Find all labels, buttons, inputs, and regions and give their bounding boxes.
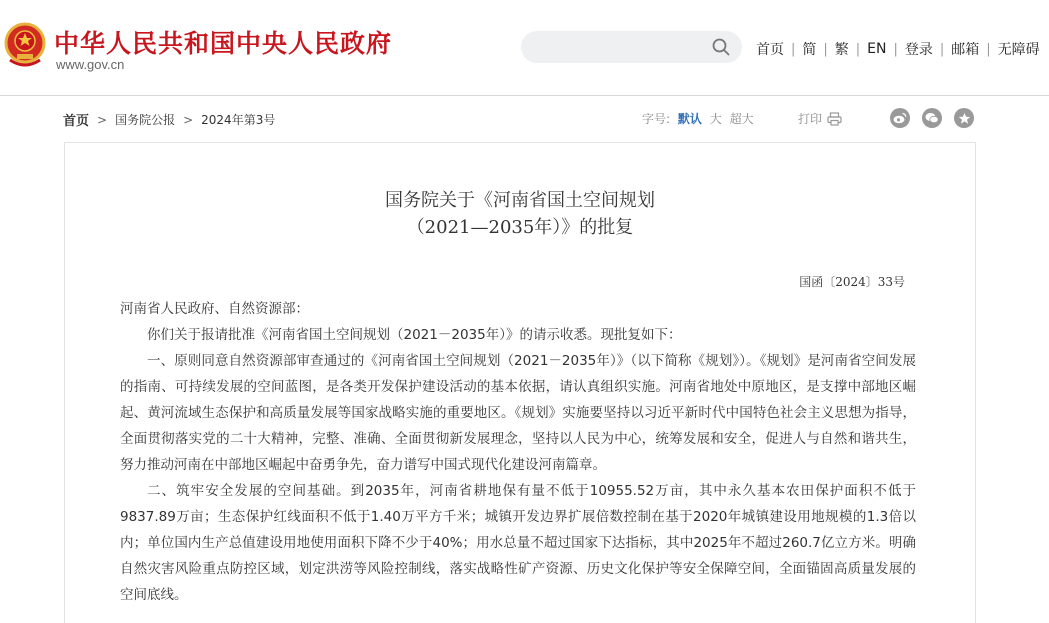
breadcrumb-gazette[interactable]: 国务院公报 (115, 113, 176, 127)
document-number: 国函〔2024〕33号 (799, 275, 905, 289)
document-title (65, 187, 975, 241)
search-box[interactable] (521, 31, 742, 63)
search-input[interactable] (535, 37, 709, 59)
document-title-line: 国务院关于《河南省国土空间规划 (385, 190, 655, 211)
printer-icon (827, 112, 842, 126)
font-size-default[interactable]: 默认 (677, 112, 702, 126)
search-icon[interactable] (712, 38, 730, 56)
site-header (0, 0, 1049, 96)
site-title[interactable]: 中华人民共和国中央人民政府 (54, 29, 393, 58)
font-size-selector (642, 110, 758, 127)
breadcrumb-issue[interactable]: 2024年第3号 (201, 113, 276, 127)
print-button[interactable] (798, 110, 842, 127)
weibo-icon[interactable] (890, 108, 910, 128)
chevron-right-icon: > (183, 112, 194, 127)
site-url[interactable]: www.gov.cn (56, 57, 125, 72)
favorite-icon[interactable] (954, 108, 974, 128)
national-emblem-icon[interactable] (4, 22, 46, 68)
nav-separator: | (939, 41, 945, 57)
nav-separator: | (823, 41, 828, 57)
breadcrumb (63, 110, 275, 129)
nav-login[interactable]: 登录 (904, 42, 933, 58)
print-label: 打印 (798, 112, 823, 126)
nav-accessibility[interactable]: 无障碍 (997, 42, 1040, 58)
body-paragraph: 二、筑牢安全发展的空间基础。到2035年，河南省耕地保有量不低于10955.52万亩，其中永久基本农田保护面积不低于9837.89万亩；生态保护红线面积不低于1.40万平方千米；城镇开发边界扩展倍数控制在基于2020年城镇建设用地规模的1.3倍以内；单位国内生产总值建设用地使用面积下降不少于40%；用水总量不超过国家下达指标，其中2025年不超过260.7亿立方米。明确自然灾害风险重点防控区域，划定洪涝等风险控制线，落实战略性矿产资源、历史文化保护等安全保障空间，全面锚固高质量发展的空间底线。 (120, 483, 916, 603)
top-nav (756, 39, 1040, 59)
wechat-icon[interactable] (922, 108, 942, 128)
nav-separator: | (893, 41, 898, 57)
nav-mailbox[interactable]: 邮箱 (951, 42, 980, 58)
chevron-right-icon: > (97, 112, 108, 127)
breadcrumb-home[interactable]: 首页 (63, 114, 90, 129)
body-paragraph: 你们关于报请批准《河南省国土空间规划（2021－2035年）》的请示收悉。现批复如下： (147, 327, 682, 343)
addressee: 河南省人民政府、自然资源部： (120, 301, 309, 317)
article-panel (64, 142, 976, 623)
nav-english[interactable]: EN (867, 41, 887, 57)
nav-separator: | (986, 41, 991, 57)
nav-traditional[interactable]: 繁 (834, 42, 849, 58)
body-paragraph: 一、原则同意自然资源部审查通过的《河南省国土空间规划（2021－2035年）》（以下简称《规划》）。《规划》是河南省空间发展的指南、可持续发展的空间蓝图，是各类开发保护建设活动的基本依据，请认真组织实施。河南省地处中原地区，是支撑中部地区崛起、黄河流域生态保护和高质量发展等国家战略实施的重要地区。《规划》实施要坚持以习近平新时代中国特色社会主义思想为指导，全面贯彻落实党的二十大精神，完整、准确、全面贯彻新发展理念，坚持以人民为中心，统筹发展和安全，促进人与自然和谐共生，努力推动河南在中部地区崛起中奋勇争先，奋力谱写中国式现代化建设河南篇章。 (120, 353, 916, 473)
document-body (120, 296, 916, 608)
font-size-large[interactable]: 大 (709, 112, 722, 126)
nav-separator: | (855, 41, 861, 57)
font-size-xlarge[interactable]: 超大 (729, 112, 754, 126)
share-bar (890, 108, 986, 128)
font-size-label: 字号: (642, 112, 671, 126)
document-title-line: （2021—2035年）》的批复 (406, 217, 634, 238)
nav-separator: | (791, 41, 796, 57)
nav-simplified[interactable]: 简 (802, 42, 817, 58)
nav-home[interactable]: 首页 (756, 42, 784, 58)
